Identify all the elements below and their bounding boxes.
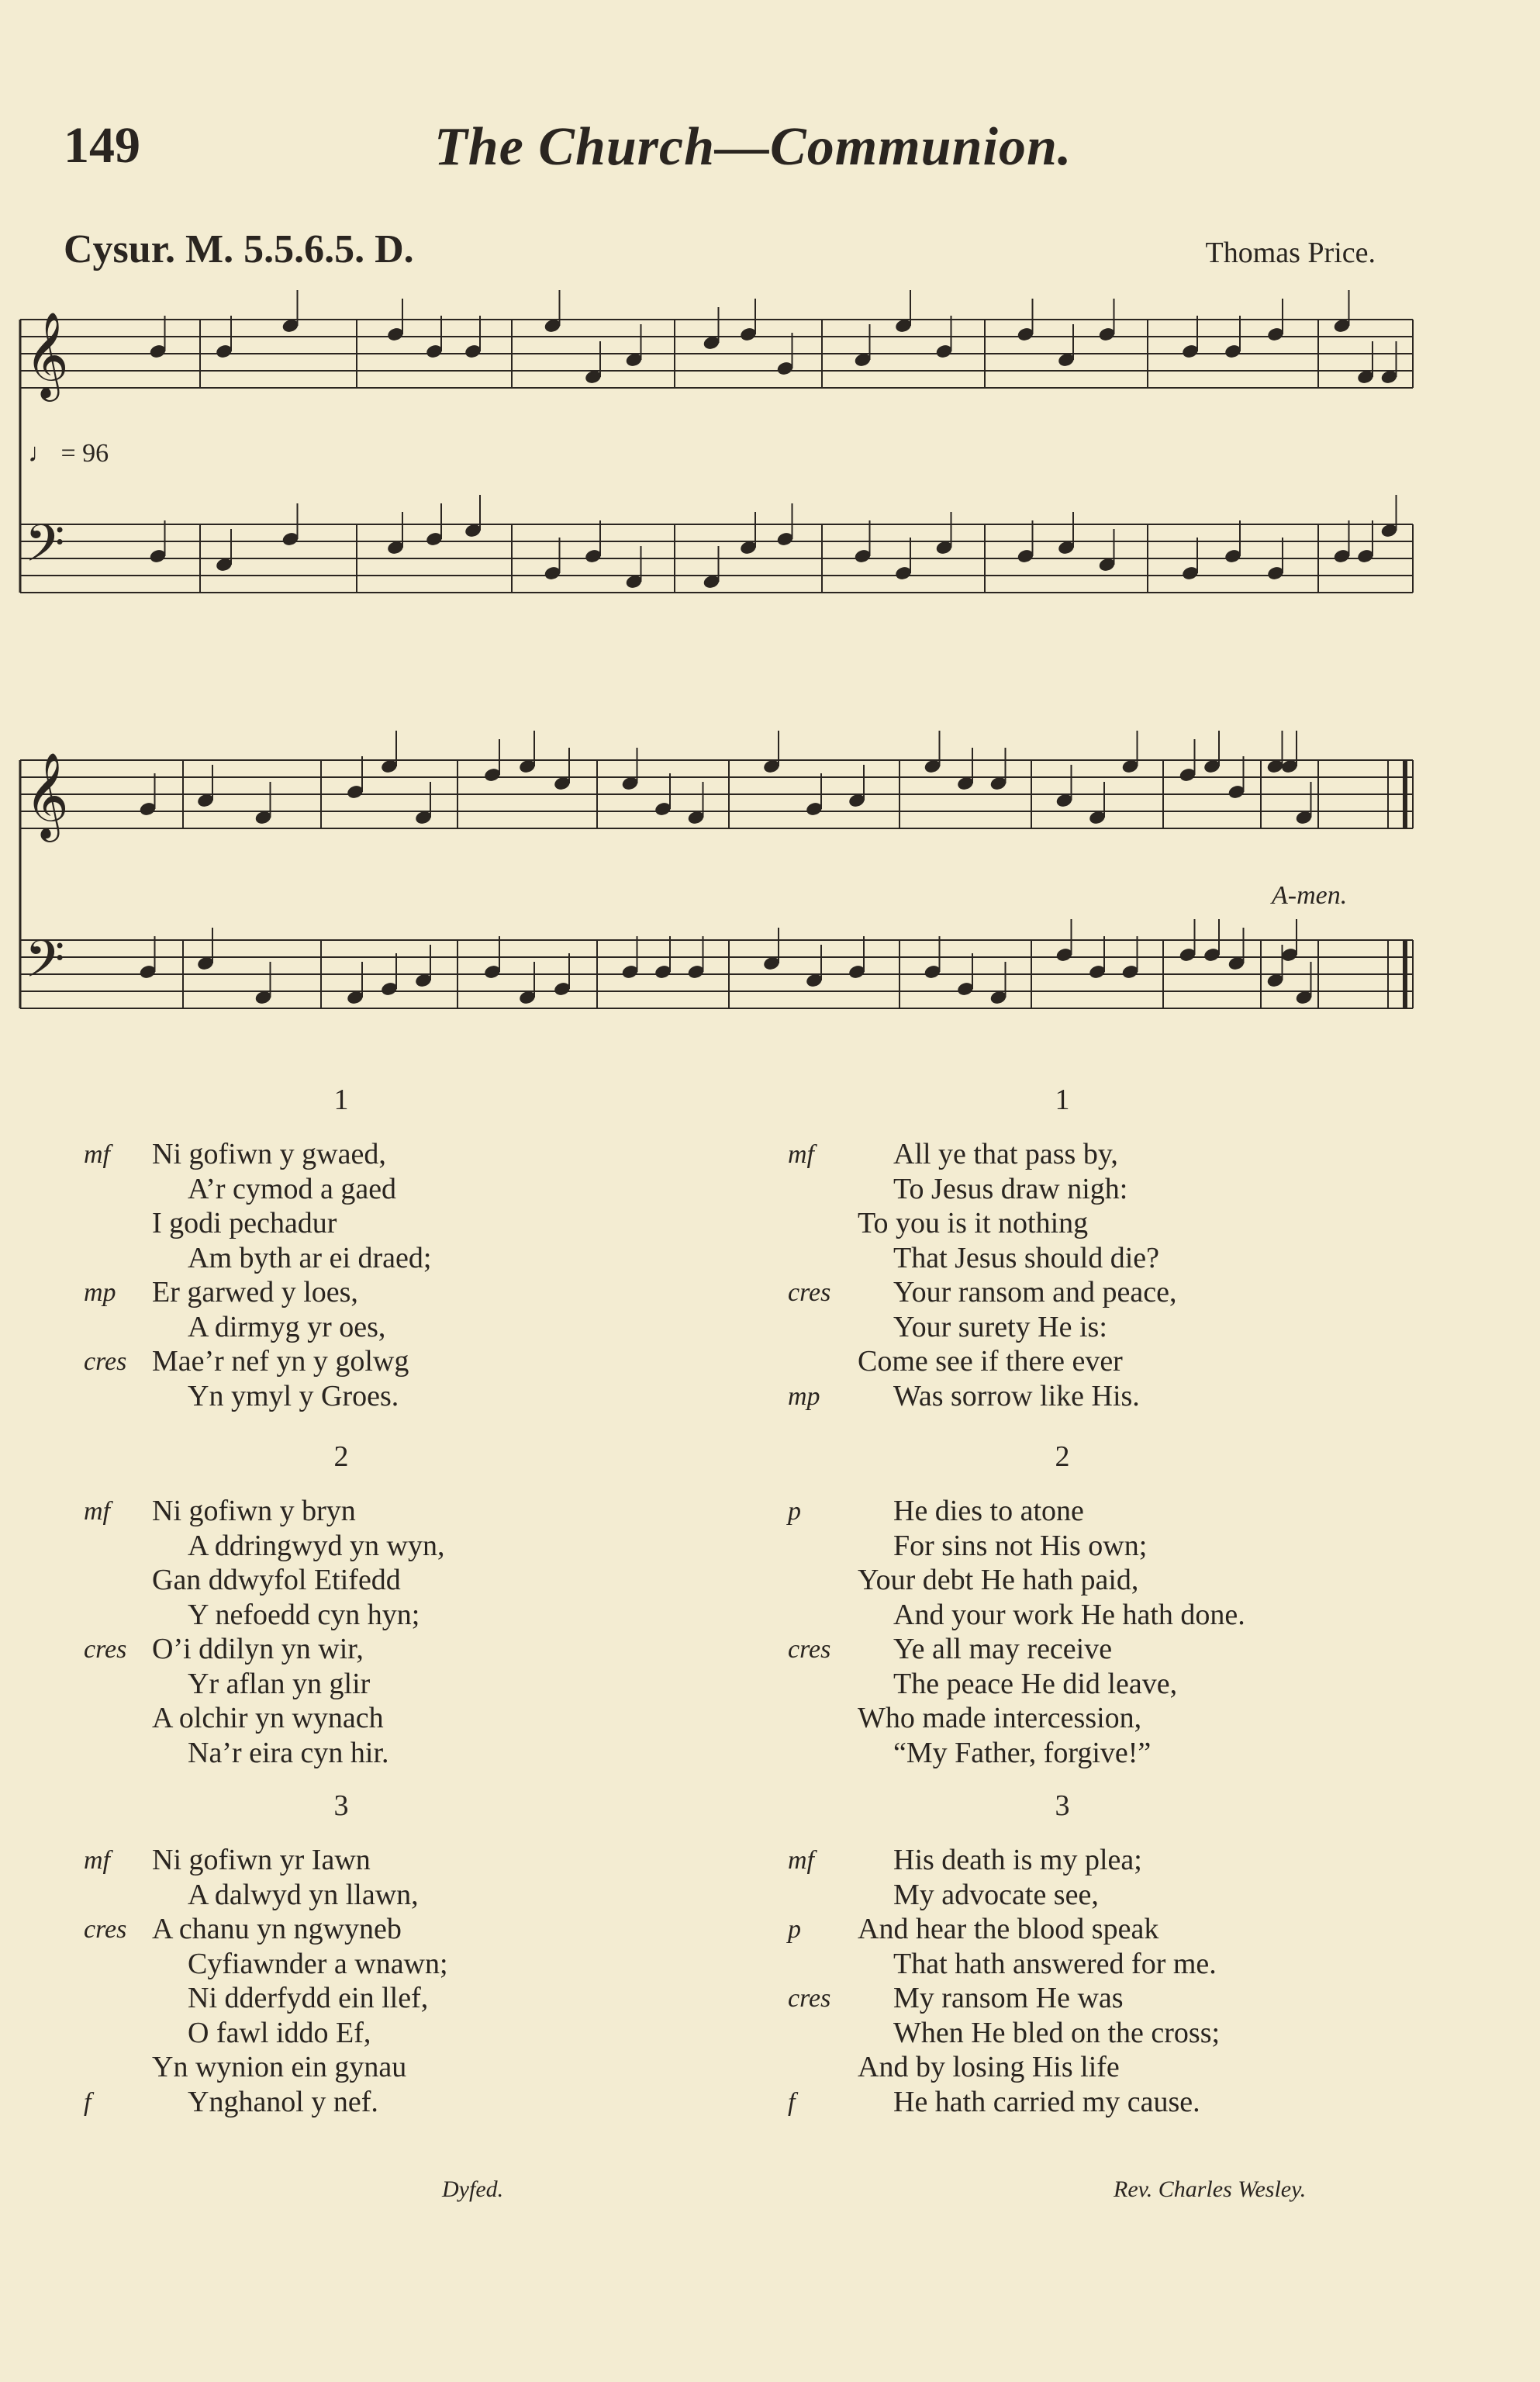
composer: Thomas Price. <box>1205 237 1376 269</box>
english-lyric-line: Come see if there ever <box>858 1345 1123 1378</box>
welsh-lyric-line: Ni gofiwn y gwaed, <box>152 1138 386 1170</box>
welsh-verse-number: 3 <box>333 1789 349 1822</box>
welsh-lyric-line: A’r cymod a gaed <box>188 1172 397 1205</box>
welsh-lyric-line: Na’r eira cyn hir. <box>188 1736 389 1769</box>
welsh-verse-number: 1 <box>333 1084 349 1116</box>
dynamic-marking: cres <box>788 1984 831 2013</box>
english-lyric-line: Who made intercession, <box>858 1702 1142 1734</box>
dynamic-marking: mf <box>84 1140 110 1169</box>
english-lyric-line: And by losing His life <box>858 2051 1120 2083</box>
welsh-verse-number: 2 <box>333 1440 349 1473</box>
english-lyric-line: Your debt He hath paid, <box>858 1564 1139 1596</box>
dynamic-marking: mf <box>788 1140 814 1169</box>
english-lyric-line: That Jesus should die? <box>893 1241 1160 1274</box>
english-verse-number: 3 <box>1055 1789 1070 1822</box>
english-lyric-line: To you is it nothing <box>858 1207 1089 1239</box>
english-lyric-line: “My Father, forgive!” <box>893 1736 1152 1769</box>
english-lyric-line: And your work He hath done. <box>893 1598 1245 1631</box>
dynamic-marking: p <box>788 1497 801 1526</box>
english-lyric-line: For sins not His own; <box>893 1529 1148 1562</box>
english-lyric-line: My ransom He was <box>893 1982 1124 2014</box>
tempo-value: = 96 <box>60 439 109 468</box>
music-score <box>0 0 1540 1086</box>
english-lyric-line: All ye that pass by, <box>893 1138 1118 1170</box>
welsh-lyric-line: Yr aflan yn glir <box>188 1667 371 1700</box>
english-lyric-line: The peace He did leave, <box>893 1667 1178 1700</box>
welsh-lyric-line: I godi pechadur <box>152 1207 337 1239</box>
welsh-lyric-line: A dirmyg yr oes, <box>188 1310 386 1343</box>
welsh-lyric-line: O’i ddilyn yn wir, <box>152 1633 364 1665</box>
tune-name: Cysur. M. 5.5.6.5. D. <box>64 227 414 271</box>
english-verse-number: 1 <box>1055 1084 1070 1116</box>
welsh-lyric-line: Ni gofiwn y bryn <box>152 1495 356 1527</box>
welsh-lyric-line: A chanu yn ngwyneb <box>152 1913 402 1945</box>
dynamic-marking: mf <box>84 1846 110 1875</box>
welsh-lyric-line: Cyfiawnder a wnawn; <box>188 1947 448 1980</box>
page-number: 149 <box>64 117 140 174</box>
english-lyric-line: To Jesus draw nigh: <box>893 1172 1128 1205</box>
dynamic-marking: cres <box>84 1915 127 1944</box>
welsh-lyric-line: O fawl iddo Ef, <box>188 2016 371 2049</box>
welsh-lyric-line: A ddringwyd yn wyn, <box>188 1529 445 1562</box>
english-lyric-line: He hath carried my cause. <box>893 2085 1200 2118</box>
english-lyric-line: Your surety He is: <box>893 1310 1107 1343</box>
english-lyric-line: That hath answered for me. <box>893 1947 1217 1980</box>
dynamic-marking: cres <box>788 1278 831 1307</box>
bass-clef-icon: 𝄢 <box>25 929 65 1001</box>
welsh-lyric-line: A olchir yn wynach <box>152 1702 384 1734</box>
amen-label: A-men. <box>1272 881 1348 910</box>
dynamic-marking: cres <box>84 1635 127 1664</box>
english-lyric-line: His death is my plea; <box>893 1844 1142 1876</box>
welsh-lyric-line: Ni dderfydd ein llef, <box>188 1982 429 2014</box>
welsh-lyric-line: Er garwed y loes, <box>152 1276 358 1309</box>
english-lyric-line: Was sorrow like His. <box>893 1379 1140 1412</box>
welsh-lyric-line: Yn wynion ein gynau <box>152 2051 407 2083</box>
welsh-lyric-line: Ynghanol y nef. <box>188 2085 378 2118</box>
welsh-lyric-line: Ni gofiwn yr Iawn <box>152 1844 371 1876</box>
welsh-lyric-line: A dalwyd yn llawn, <box>188 1878 419 1911</box>
treble-clef-icon: 𝄞 <box>25 752 69 838</box>
english-author-credit: Rev. Charles Wesley. <box>1114 2176 1307 2202</box>
english-lyric-line: And hear the blood speak <box>858 1913 1159 1945</box>
dynamic-marking: p <box>788 1915 801 1944</box>
welsh-author-credit: Dyfed. <box>442 2176 504 2202</box>
dynamic-marking: mf <box>788 1846 814 1875</box>
dynamic-marking: mp <box>84 1278 116 1307</box>
dynamic-marking: mf <box>84 1497 110 1526</box>
dynamic-marking: cres <box>84 1347 127 1376</box>
english-verse-number: 2 <box>1055 1440 1070 1473</box>
english-lyric-line: Ye all may receive <box>893 1633 1113 1665</box>
section-title: The Church—Communion. <box>434 117 1072 177</box>
dynamic-marking: f <box>788 2087 796 2117</box>
welsh-lyric-line: Y nefoedd cyn hyn; <box>188 1598 420 1631</box>
english-lyric-line: When He bled on the cross; <box>893 2016 1221 2049</box>
welsh-lyric-line: Am byth ar ei draed; <box>188 1241 432 1274</box>
welsh-lyric-line: Yn ymyl y Groes. <box>188 1379 399 1412</box>
welsh-lyric-line: Gan ddwyfol Etifedd <box>152 1564 401 1596</box>
dynamic-marking: f <box>84 2087 92 2117</box>
quarter-note-icon: ♩ <box>28 439 54 468</box>
welsh-lyric-line: Mae’r nef yn y golwg <box>152 1345 409 1378</box>
treble-clef-icon: 𝄞 <box>25 311 69 398</box>
bass-clef-icon: 𝄢 <box>25 513 65 586</box>
english-lyric-line: He dies to atone <box>893 1495 1084 1527</box>
english-lyric-line: My advocate see, <box>893 1878 1099 1911</box>
dynamic-marking: mp <box>788 1381 820 1411</box>
dynamic-marking: cres <box>788 1635 831 1664</box>
english-lyric-line: Your ransom and peace, <box>893 1276 1177 1309</box>
